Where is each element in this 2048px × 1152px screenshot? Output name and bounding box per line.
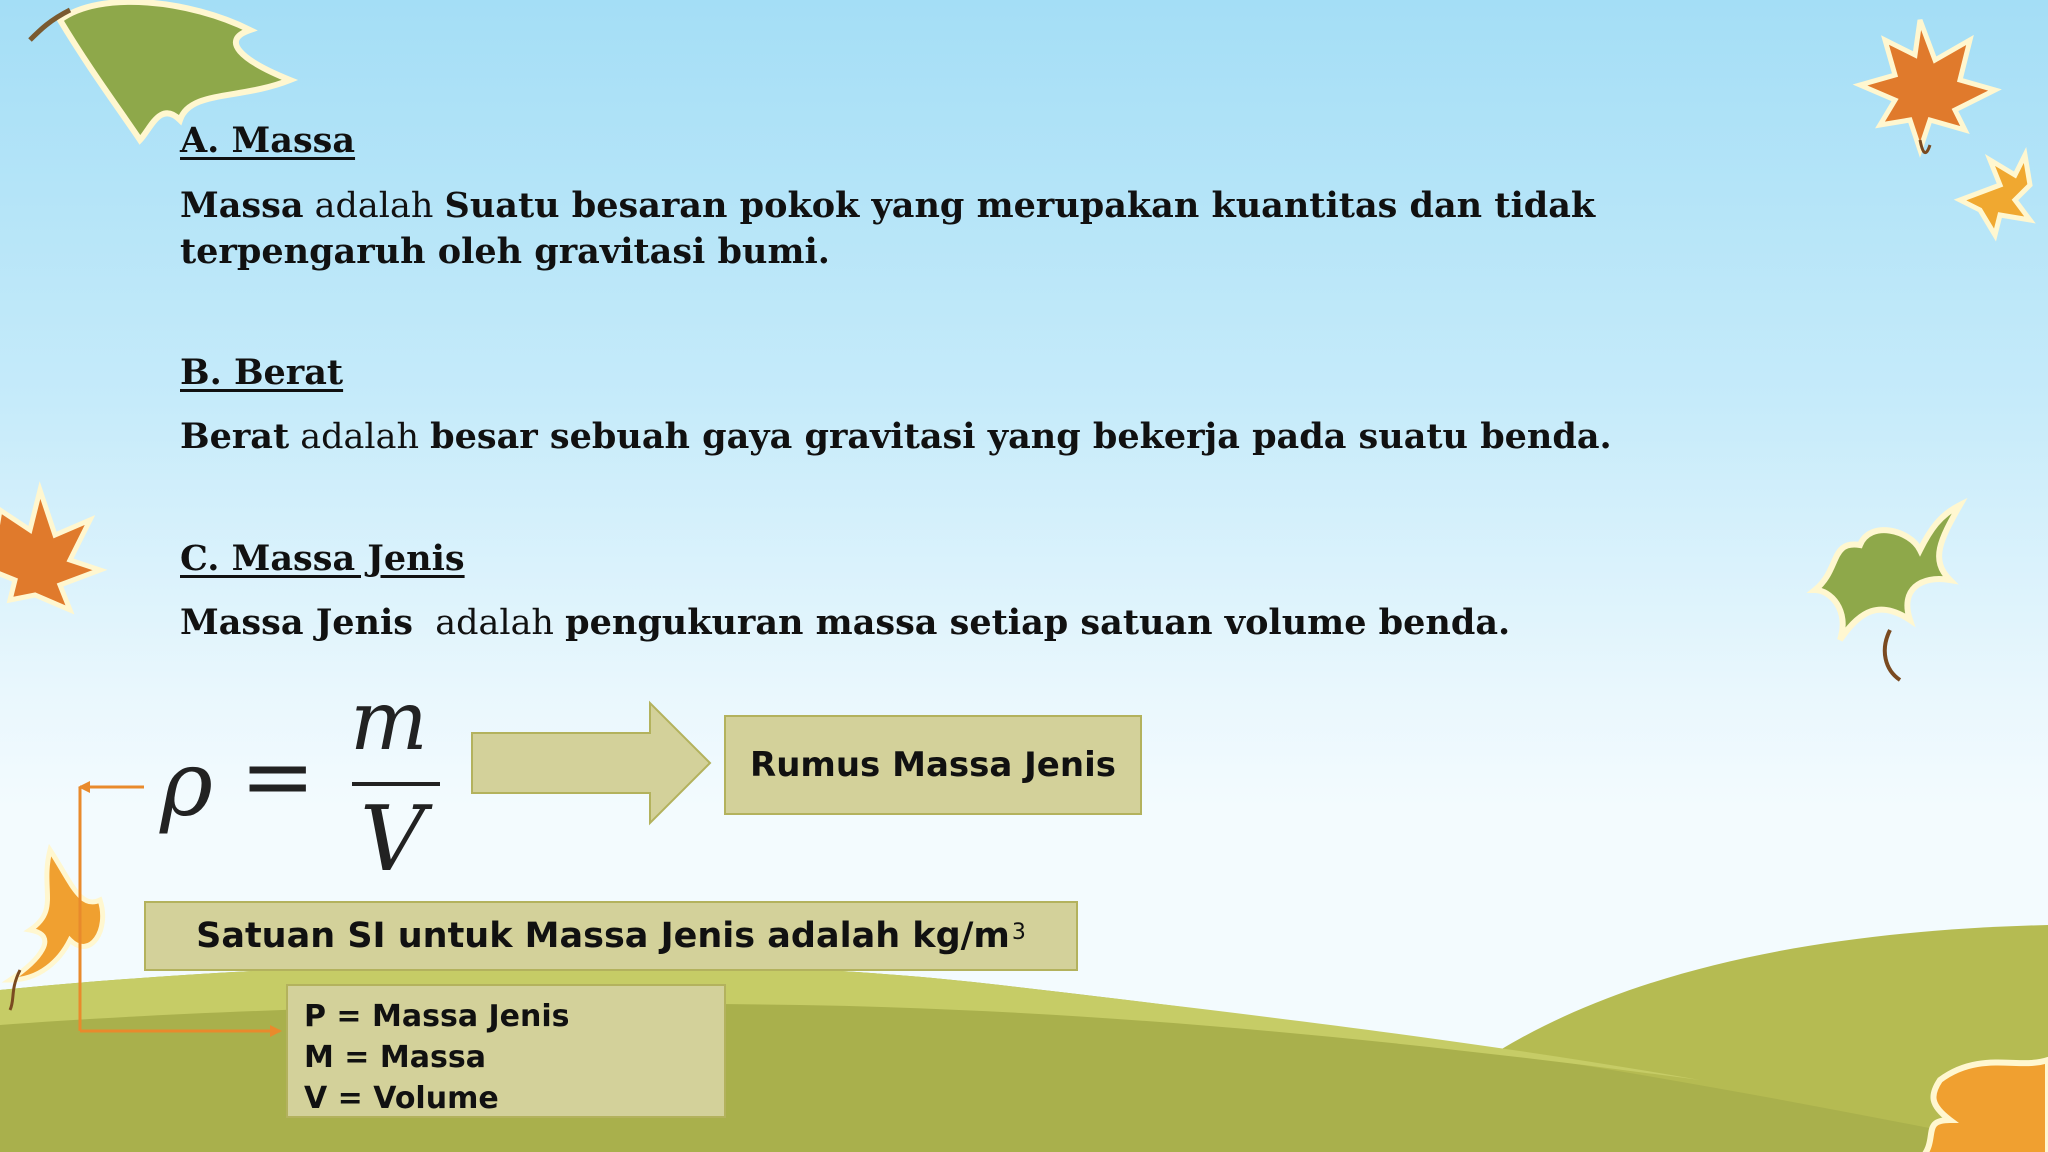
leaf-left-middle — [0, 490, 100, 610]
legend-item: P = Massa Jenis — [304, 999, 570, 1034]
formula-denominator: V — [360, 787, 425, 892]
definition-massa — [180, 183, 1720, 275]
formula-label: Rumus Massa Jenis — [750, 745, 1116, 785]
definition-text-massa: Suatu besaran pokok yang merupakan kuantitas dan tidak terpengaruh oleh gravitasi bumi. — [180, 185, 1596, 272]
connector-massa: adalah — [314, 186, 434, 226]
leaf-top-right — [1860, 20, 1995, 153]
legend-item: M = Massa — [304, 1040, 486, 1075]
term-massa-jenis: Massa Jenis — [180, 602, 413, 643]
definition-berat — [180, 414, 1720, 460]
legend-box — [286, 984, 726, 1118]
si-unit-superscript: 3 — [1011, 919, 1026, 945]
definition-massa-jenis — [180, 600, 1720, 646]
formula-numerator: m — [350, 674, 428, 769]
heading-massa: A. Massa — [180, 120, 356, 161]
si-unit-box — [144, 901, 1078, 971]
term-berat: Berat — [180, 416, 290, 457]
formula-rho: ρ — [160, 732, 213, 837]
formula-label-box — [724, 715, 1142, 815]
formula-arrow — [472, 703, 710, 823]
legend-item: V = Volume — [304, 1081, 499, 1116]
heading-berat: B. Berat — [180, 352, 344, 393]
definition-text-massa-jenis: pengukuran massa setiap satuan volume benda. — [565, 602, 1511, 643]
connector-berat: adalah — [300, 417, 420, 457]
si-unit-text: Satuan SI untuk Massa Jenis adalah kg/m — [196, 916, 1010, 956]
connector-massa-jenis: adalah — [435, 603, 554, 643]
leaf-small-right — [1960, 155, 2030, 235]
formula-equals: = — [240, 724, 316, 829]
term-massa: Massa — [180, 185, 304, 226]
leaf-right-middle — [1815, 505, 1960, 680]
heading-massa-jenis: C. Massa Jenis — [180, 538, 465, 579]
definition-text-berat: besar sebuah gaya gravitasi yang bekerja pada suatu benda. — [430, 416, 1612, 457]
